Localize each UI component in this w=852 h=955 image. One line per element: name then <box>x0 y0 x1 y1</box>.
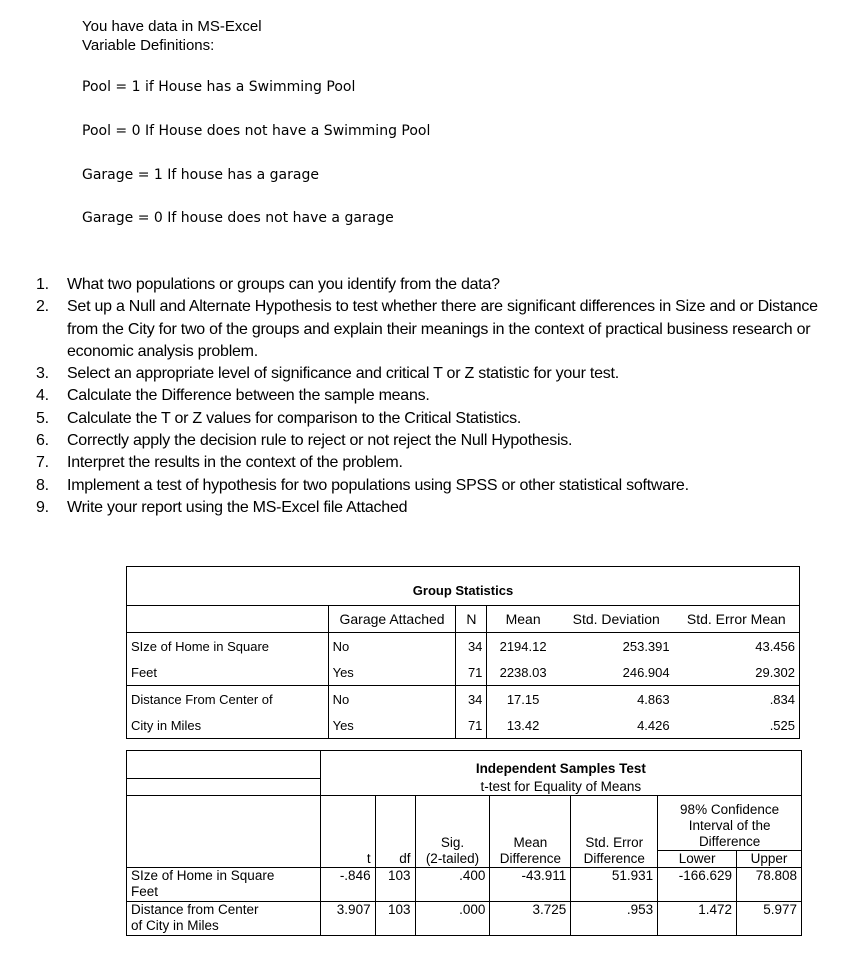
list-item: 5. Calculate the T or Z values for comparison to the Critical Statistics. <box>36 409 522 427</box>
header-t: t <box>320 795 375 867</box>
header-df: df <box>375 795 415 867</box>
group-statistics-table <box>126 566 800 739</box>
intro-line-1: You have data in MS-Excel <box>82 18 262 35</box>
list-item: 3. Select an appropriate level of significance and critical T or Z statistic for your test. <box>36 365 619 383</box>
header-confidence-interval: 98% Confidence Interval of the Difference <box>658 795 802 850</box>
group-statistics-title: Group Statistics <box>412 582 514 598</box>
definition-garage-0: Garage = 0 If house does not have a garage <box>82 210 394 226</box>
header-upper: Upper <box>737 850 802 867</box>
list-item: 9. Write your report using the MS-Excel file Attached <box>36 498 408 516</box>
header-std-deviation: Std. Deviation <box>559 606 674 633</box>
intro-line-2: Variable Definitions: <box>82 37 215 54</box>
table-row: Feet Yes 71 2238.03 246.904 29.302 <box>127 659 800 686</box>
table-row: City in Miles Yes 71 13.42 4.426 .525 <box>127 712 800 739</box>
header-sig: Sig. (2-tailed) <box>415 795 490 867</box>
list-item: 2. Set up a Null and Alternate Hypothesis to test whether there are significant differences in Size and or Distance from the City for two of the groups and explain their meanings in the context of practical business research or economic analysis problem. <box>36 298 818 360</box>
definition-pool-1: Pool = 1 if House has a Swimming Pool <box>82 79 356 95</box>
table-row: SIze of Home in Square No 34 2194.12 253.391 43.456 <box>127 633 800 660</box>
list-item: 8. Implement a test of hypothesis for two populations using SPSS or other statistical software. <box>36 476 689 494</box>
header-mean-difference: Mean Difference <box>490 795 571 867</box>
table-row: SIze of Home in Square Feet -.846 103 .400 -43.911 51.931 -166.629 78.808 <box>127 867 802 901</box>
definition-pool-0: Pool = 0 If House does not have a Swimming Pool <box>82 123 431 139</box>
ind-test-subtitle: t-test for Equality of Means <box>320 779 801 796</box>
row-label: Distance from Center of City in Miles <box>127 901 321 935</box>
list-item: 4. Calculate the Difference between the sample means. <box>36 387 430 405</box>
table-row: Distance from Center of City in Miles 3.907 103 .000 3.725 .953 1.472 5.977 <box>127 901 802 935</box>
ind-test-title: Independent Samples Test <box>475 761 646 776</box>
header-garage-attached: Garage Attached <box>328 606 456 633</box>
question-list <box>36 274 836 519</box>
header-mean: Mean <box>487 606 559 633</box>
independent-samples-test-table <box>126 750 802 936</box>
header-std-error-mean: Std. Error Mean <box>674 606 800 633</box>
header-lower: Lower <box>658 850 737 867</box>
definition-garage-1: Garage = 1 If house has a garage <box>82 167 319 183</box>
list-item: 6. Correctly apply the decision rule to reject or not reject the Null Hypothesis. <box>36 432 573 450</box>
row-label: SIze of Home in Square Feet <box>127 867 321 901</box>
list-item: 1. What two populations or groups can you identify from the data? <box>36 276 500 293</box>
table-row: Distance From Center of No 34 17.15 4.863 .834 <box>127 686 800 713</box>
header-std-error-difference: Std. Error Difference <box>571 795 658 867</box>
intro-text <box>82 17 262 55</box>
list-item: 7. Interpret the results in the context of the problem. <box>36 454 403 472</box>
header-n: N <box>456 606 487 633</box>
